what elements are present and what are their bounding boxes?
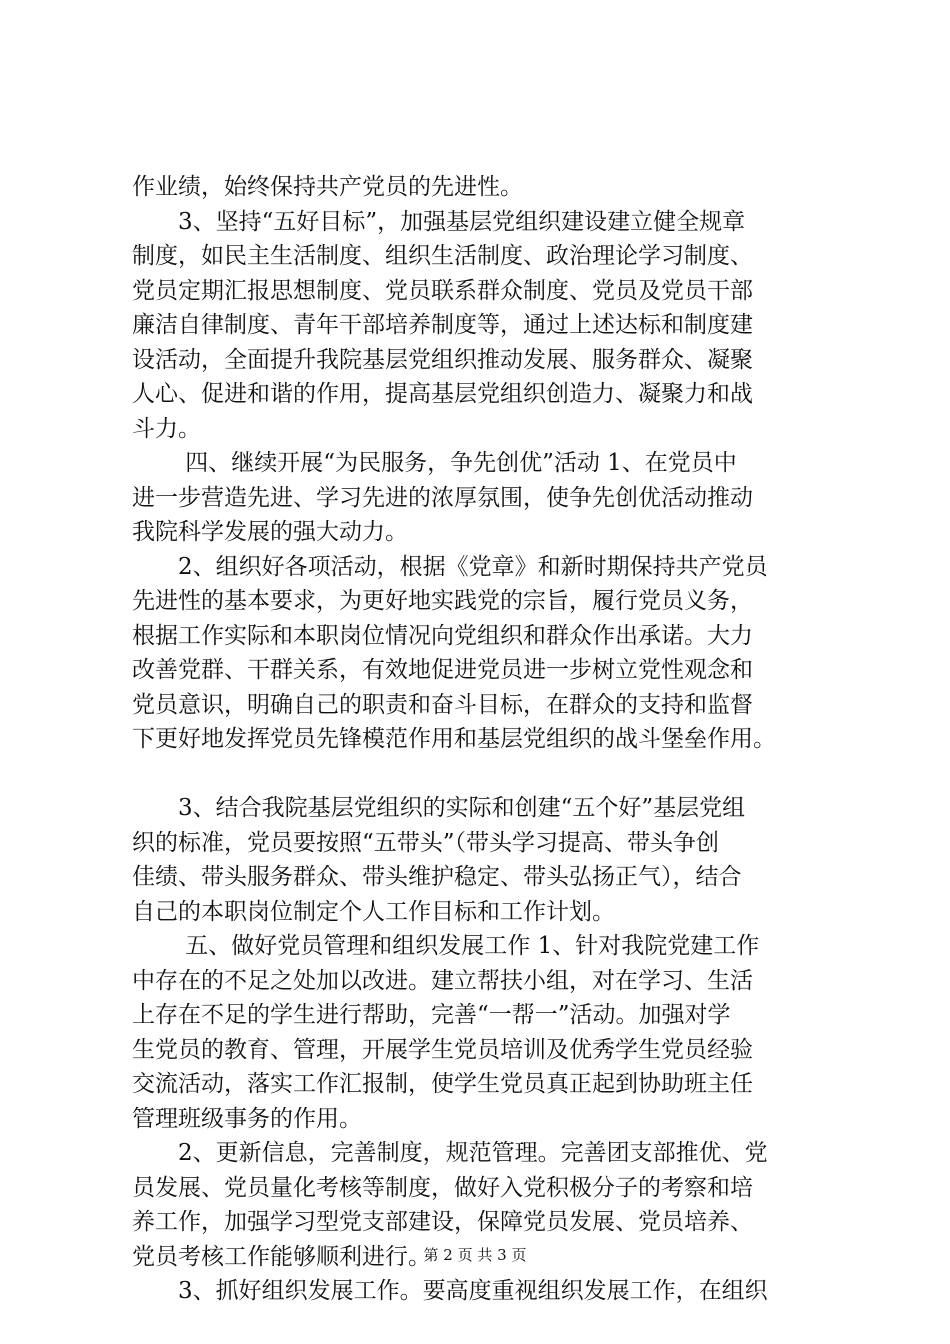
text-line: 上存在不足的学生进行帮助，完善“一帮一”活动。加强对学 [132,1002,731,1028]
text-line: 党员定期汇报思想制度、党员联系群众制度、党员及党员干部 [132,277,753,304]
text-line: 制度，如民主生活制度、组织生活制度、政治理论学习制度、 [132,243,753,269]
blank-line [132,757,848,792]
text-line: 自己的本职岗位制定个人工作目标和工作计划。 [132,898,615,925]
text-line: 根据工作实际和本职岗位情况向党组织和群众作出承诺。大力 [132,622,753,649]
text-line: 廉洁自律制度、青年干部培养制度等，通过上述达标和制度建 [132,312,753,338]
text-line: 五、做好党员管理和组织发展工作 1、针对我院党建工作 [132,933,760,959]
text-line: 四、继续开展“为民服务，争先创优”活动 1、在党员中 [132,450,737,476]
text-line: 2、组织好各项活动，根据《党章》和新时期保持共产党员 [132,553,768,580]
text-line: 佳绩、带头服务群众、带头维护稳定、带头弘扬正气），结合 [132,864,742,890]
text-line: 下更好地发挥党员先锋模范作用和基层党组织的战斗堡垒作用。 [132,726,776,752]
text-line: 交流活动，落实工作汇报制，使学生党员真正起到协助班主任 [132,1071,753,1097]
text-line: 养工作，加强学习型党支部建设，保障党员发展、党员培养、 [132,1209,753,1235]
document-body [132,170,848,1309]
text-line: 改善党群、干群关系，有效地促进党员进一步树立党性观念和 [132,657,753,683]
text-line: 2、更新信息，完善制度，规范管理。完善团支部推优、党 [132,1140,768,1166]
page-footer: 第 2 页 共 3 页 [423,1246,527,1264]
text-line: 中存在的不足之处加以改进。建立帮扶小组，对在学习、生活 [132,967,753,994]
text-line: 设活动，全面提升我院基层党组织推动发展、服务群众、凝聚 [132,346,753,373]
text-line: 人心、促进和谐的作用，提高基层党组织创造力、凝聚力和战 [132,381,753,407]
text-line: 管理班级事务的作用。 [132,1105,362,1132]
text-line: 3、坚持“五好目标”，加强基层党组织建设建立健全规章 [132,208,746,235]
text-line: 员发展、党员量化考核等制度，做好入党积极分子的考察和培 [132,1174,753,1201]
text-line: 3、抓好组织发展工作。要高度重视组织发展工作，在组织 [132,1278,768,1304]
text-line: 先进性的基本要求，为更好地实践党的宗旨，履行党员义务， [132,588,753,614]
text-line: 3、结合我院基层党组织的实际和创建“五个好”基层党组 [132,795,746,821]
text-line: 我院科学发展的强大动力。 [132,519,408,545]
text-line: 织的标准，党员要按照“五带头”（带头学习提高、带头争创 [132,829,720,856]
text-line: 斗力。 [132,415,201,442]
text-line: 党员考核工作能够顺利进行。 [132,1243,431,1270]
text-line: 生党员的教育、管理，开展学生党员培训及优秀学生党员经验 [132,1036,753,1063]
text-line: 进一步营造先进、学习先进的浓厚氛围，使争先创优活动推动 [132,484,753,511]
text-line: 党员意识，明确自己的职责和奋斗目标，在群众的支持和监督 [132,691,753,718]
text-line: 作业绩，始终保持共产党员的先进性。 [132,174,523,200]
